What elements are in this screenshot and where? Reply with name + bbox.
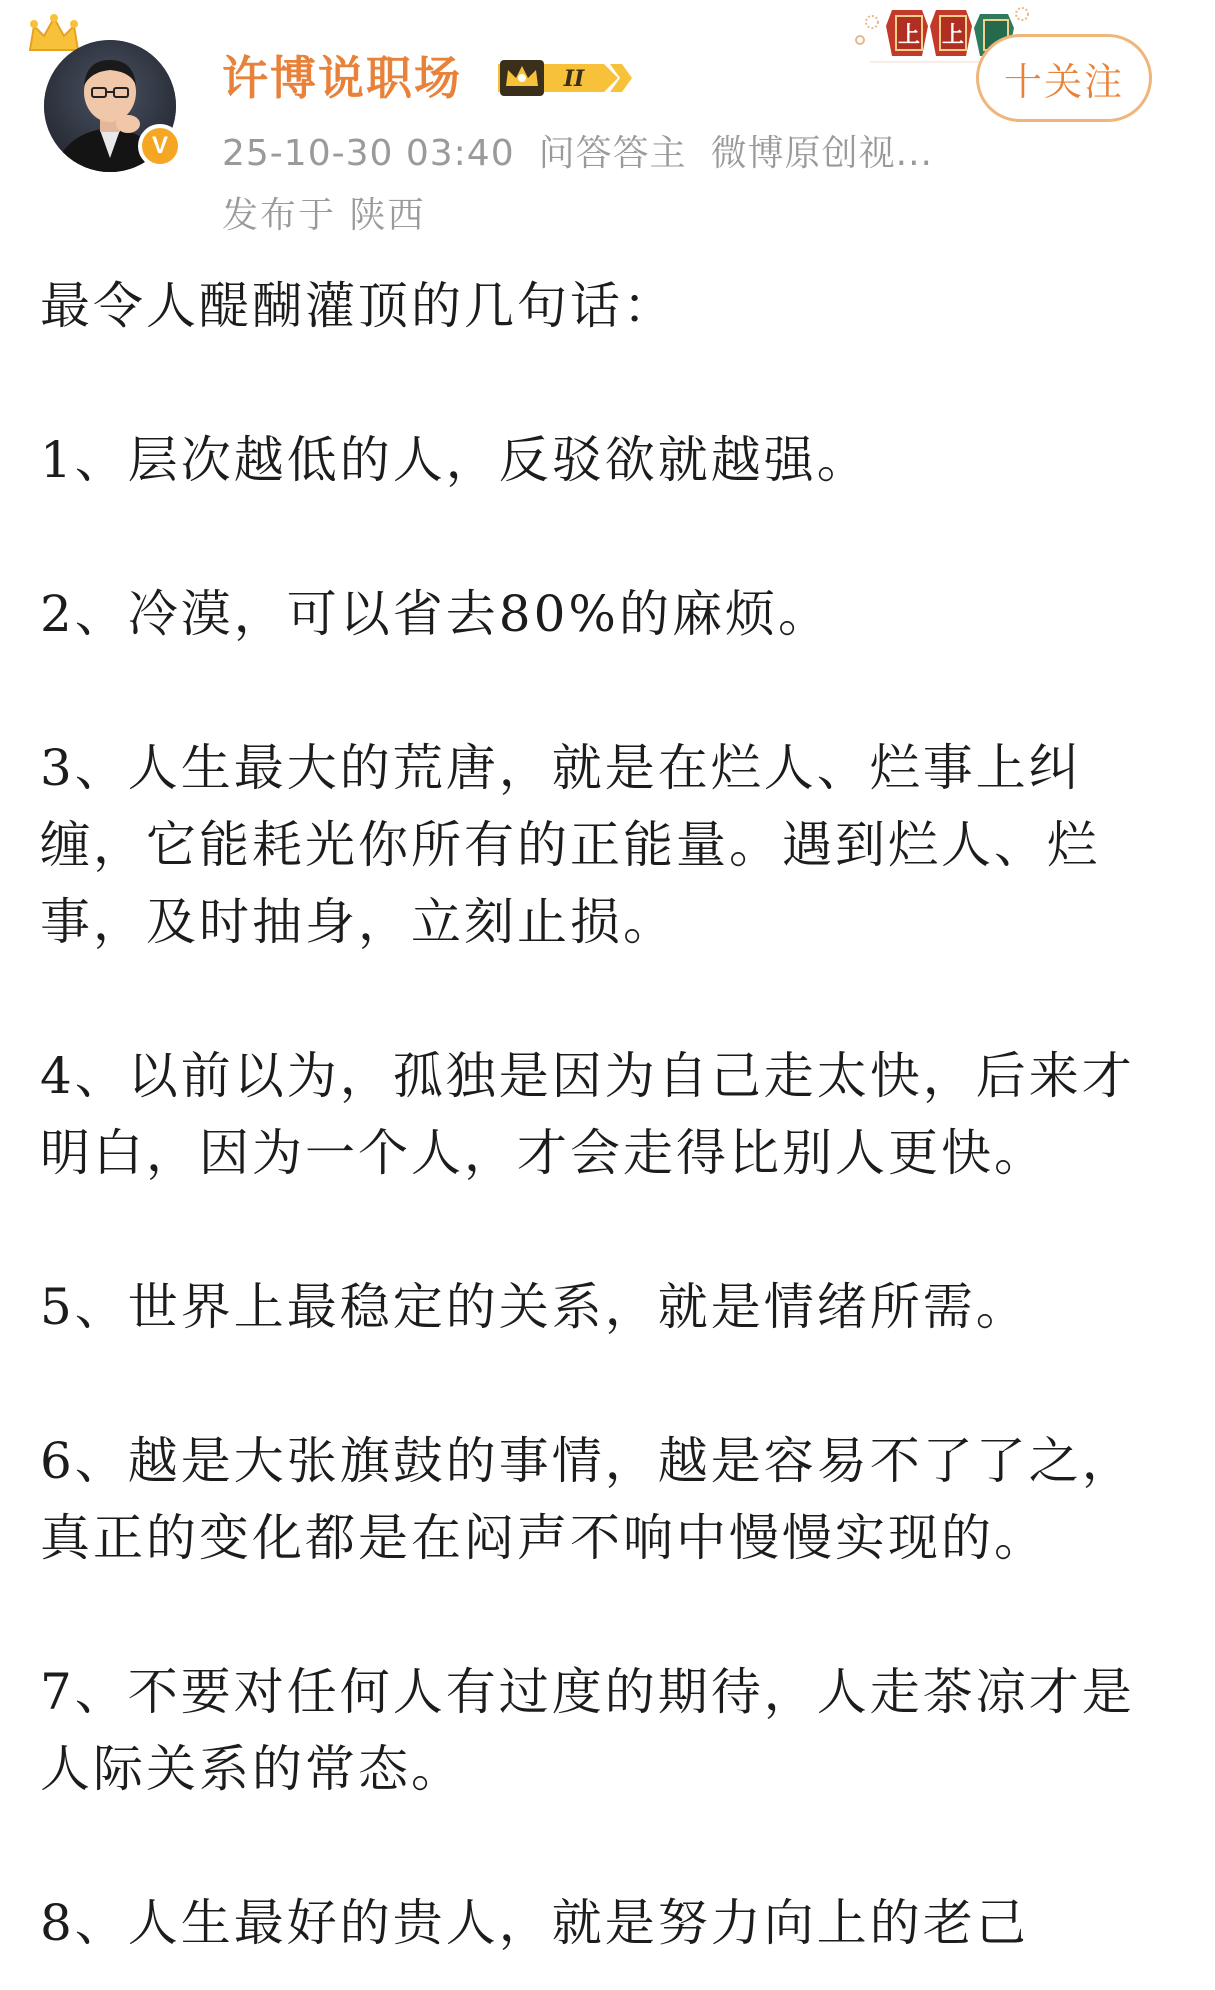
author-name[interactable]: 许博说职场 [222,51,462,105]
tag-qa[interactable]: 问答答主 [538,133,687,174]
list-item: 4、以前以为，孤独是因为自己走太快，后来才明白，因为一个人，才会走得比别人更快。 [40,1047,1135,1182]
festive-char-2: 上 [941,23,965,48]
level-text: II [563,66,585,92]
post-header [0,0,1215,260]
author-avatar[interactable] [44,40,176,172]
list-item: 2、冷漠，可以省去80%的麻烦。 [40,585,831,643]
list-item: 1、层次越低的人，反驳欲就越强。 [40,431,870,489]
list-item: 8、人生最好的贵人，就是努力向上的老己 [40,1894,1029,1952]
festive-char-1: 上 [897,23,921,48]
level-badge [494,56,634,100]
post-intro: 最令人醍醐灌顶的几句话： [40,277,676,335]
post-timestamp: 25-10-30 03:40 [222,133,515,174]
list-item: 7、不要对任何人有过度的期待，人走茶凉才是人际关系的常态。 [40,1663,1135,1798]
follow-button[interactable]: 十关注 [976,34,1152,122]
list-item: 5、世界上最稳定的关系，就是情绪所需。 [40,1278,1029,1336]
tag-original-video[interactable]: 微博原创视... [710,133,933,174]
list-item: 6、越是大张旗鼓的事情，越是容易不了了之，真正的变化都是在闷声不响中慢慢实现的。 [40,1432,1135,1567]
post-meta [222,130,957,178]
list-item: 3、人生最大的荒唐，就是在烂人、烂事上纠缠，它能耗光你所有的正能量。遇到烂人、烂事，及时抽身，立刻止损。 [40,739,1100,951]
post-location: 发布于 陕西 [222,195,426,236]
post-content [40,268,1160,1962]
verified-badge: V [138,124,182,168]
